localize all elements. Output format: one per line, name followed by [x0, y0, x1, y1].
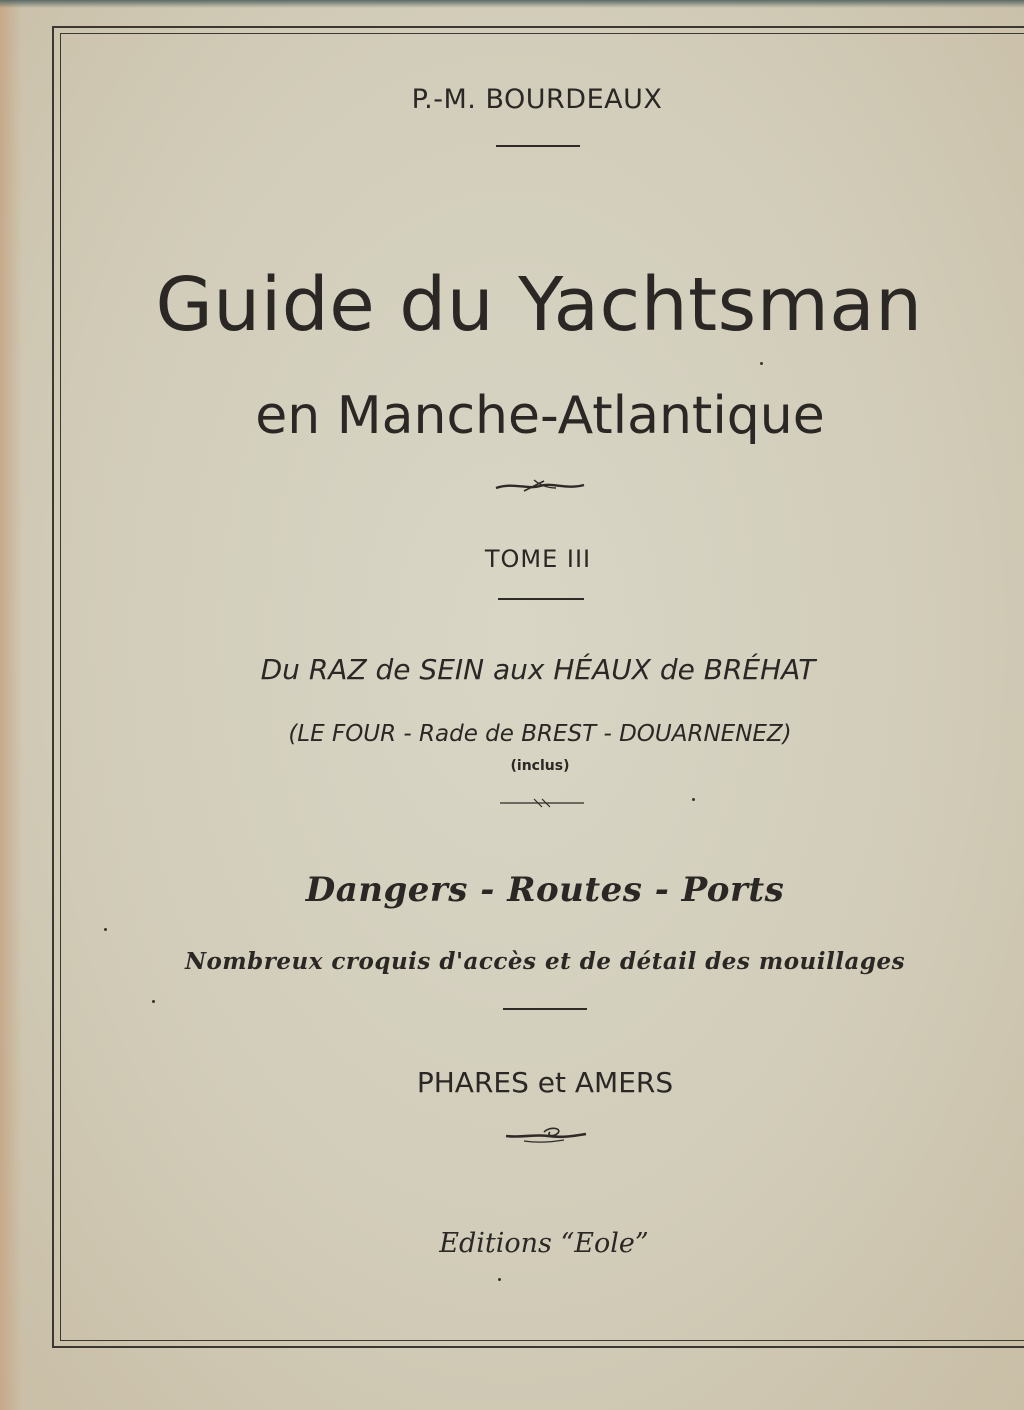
- paper-speck: [498, 1278, 501, 1281]
- paper-speck: [104, 928, 107, 931]
- page-top-edge: [0, 0, 1024, 8]
- paper-speck: [760, 362, 763, 365]
- publisher-name: Editions “Eole”: [439, 1228, 649, 1259]
- paper-speck: [692, 798, 695, 801]
- lights-heading: PHARES et AMERS: [416, 1066, 674, 1099]
- tome-divider: [498, 598, 584, 600]
- region-detail: (LE FOUR - Rade de BREST - DOUARNENEZ): [288, 721, 792, 747]
- topics-heading: Dangers - Routes - Ports: [305, 870, 785, 910]
- author-name: P.-M. BOURDEAUX: [411, 84, 663, 115]
- sketches-description: Nombreux croquis d'accès et de détail des mouillages: [184, 948, 906, 975]
- flourish-ornament-3: [504, 1124, 588, 1146]
- sketches-divider: [503, 1008, 587, 1010]
- book-title: Guide du Yachtsman: [155, 262, 923, 348]
- flourish-ornament-2: [498, 796, 586, 810]
- region-heading: Du RAZ de SEIN aux HÉAUX de BRÉHAT: [260, 653, 816, 686]
- region-note: (inclus): [510, 758, 570, 774]
- flourish-ornament-1: [494, 476, 586, 496]
- volume-number: TOME III: [484, 545, 592, 573]
- author-divider: [496, 145, 580, 147]
- page-edge-shadow: [0, 0, 22, 1410]
- book-subtitle: en Manche-Atlantique: [255, 386, 825, 446]
- paper-speck: [152, 1000, 155, 1003]
